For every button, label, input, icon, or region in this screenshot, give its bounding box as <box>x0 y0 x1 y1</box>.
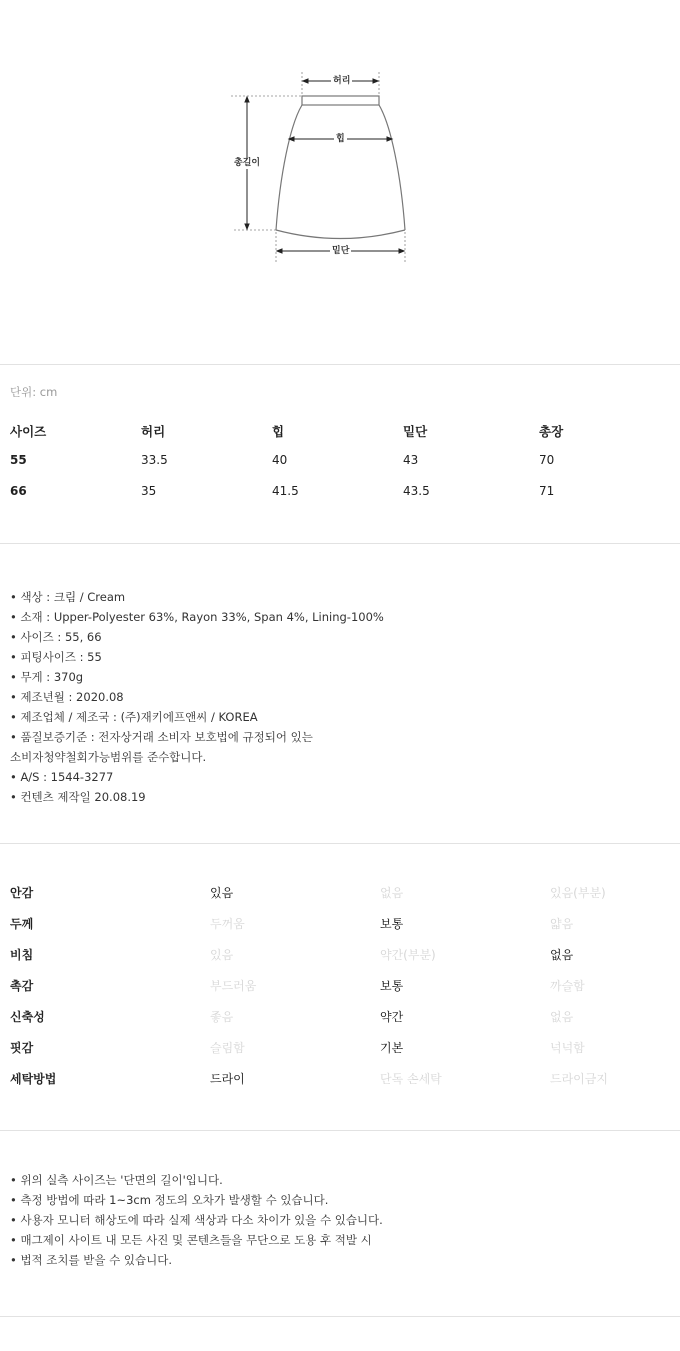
feature-option-selected: 보통 <box>380 979 404 993</box>
info-quality-guarantee-cont: 소비자청약철회가능범위를 준수합니다. <box>10 750 207 764</box>
table-cell: 43 <box>403 453 419 467</box>
size-table <box>10 420 670 513</box>
info-quality-guarantee: • 품질보증기준 : 전자상거래 소비자 보호법에 규정되어 있는 <box>10 730 313 744</box>
table-cell: 35 <box>141 484 157 498</box>
feature-option: 드라이금지 <box>550 1072 608 1086</box>
skirt-measurement-diagram <box>0 0 680 340</box>
feature-label: 핏감 <box>10 1041 34 1055</box>
feature-row <box>10 1068 670 1099</box>
info-fitting-size: • 피팅사이즈 : 55 <box>10 650 102 664</box>
header-hem: 밑단 <box>403 424 428 439</box>
feature-row <box>10 975 670 1006</box>
total-length-label: 총길이 <box>234 158 261 168</box>
feature-option-selected: 없음 <box>550 948 574 962</box>
skirt-outline-illustration <box>0 0 680 340</box>
info-material: • 소재 : Upper-Polyester 63%, Rayon 33%, Span 4%, Lining-100% <box>10 610 384 624</box>
feature-row <box>10 1037 670 1068</box>
feature-label: 촉감 <box>10 979 34 993</box>
table-cell: 40 <box>272 453 288 467</box>
note-item: • 측정 방법에 따라 1~3cm 정도의 오차가 발생할 수 있습니다. <box>10 1193 329 1207</box>
note-item: • 법적 조치를 받을 수 있습니다. <box>10 1253 173 1267</box>
header-hip: 힙 <box>272 424 285 439</box>
feature-option: 얇음 <box>550 917 574 931</box>
feature-label: 비침 <box>10 948 34 962</box>
feature-option-selected: 약간 <box>380 1010 404 1024</box>
table-row <box>10 451 670 482</box>
feature-option: 있음(부분) <box>550 886 606 900</box>
feature-row <box>10 913 670 944</box>
feature-option-selected: 있음 <box>210 886 234 900</box>
table-cell: 66 <box>10 484 27 498</box>
feature-option: 넉넉함 <box>550 1041 585 1055</box>
info-content-date: • 컨텐츠 제작일 20.08.19 <box>10 790 146 804</box>
feature-option: 단독 손세탁 <box>380 1072 442 1086</box>
hem-label: 밑단 <box>332 246 350 256</box>
divider <box>0 543 680 544</box>
table-cell: 43.5 <box>403 484 430 498</box>
feature-label: 세탁방법 <box>10 1072 57 1086</box>
note-item: • 사용자 모니터 해상도에 따라 실제 색상과 다소 차이가 있을 수 있습니다. <box>10 1213 383 1227</box>
feature-option: 부드러움 <box>210 979 257 993</box>
divider <box>0 1316 680 1317</box>
table-cell: 71 <box>539 484 555 498</box>
header-size: 사이즈 <box>10 424 47 439</box>
feature-option: 약간(부분) <box>380 948 436 962</box>
feature-row <box>10 882 670 913</box>
table-cell: 55 <box>10 453 27 467</box>
feature-label: 신축성 <box>10 1010 45 1024</box>
feature-option-selected: 기본 <box>380 1041 404 1055</box>
table-cell: 41.5 <box>272 484 299 498</box>
info-sizes: • 사이즈 : 55, 66 <box>10 630 102 644</box>
info-manufacture-date: • 제조년월 : 2020.08 <box>10 690 124 704</box>
table-row <box>10 482 670 513</box>
feature-row <box>10 944 670 975</box>
header-waist: 허리 <box>141 424 166 439</box>
feature-label: 안감 <box>10 886 34 900</box>
waist-label: 허리 <box>333 76 351 86</box>
feature-option: 있음 <box>210 948 234 962</box>
feature-option-selected: 보통 <box>380 917 404 931</box>
info-weight: • 무게 : 370g <box>10 670 84 684</box>
feature-table <box>10 882 670 1099</box>
notes-list <box>10 1170 670 1270</box>
feature-option: 까슬함 <box>550 979 585 993</box>
feature-option: 좋음 <box>210 1010 234 1024</box>
header-length: 총장 <box>539 424 564 439</box>
info-after-service: • A/S : 1544-3277 <box>10 770 114 784</box>
product-info-list <box>10 587 670 807</box>
feature-option: 두꺼움 <box>210 917 245 931</box>
feature-option: 슬림함 <box>210 1041 245 1055</box>
feature-label: 두께 <box>10 917 34 931</box>
unit-text: 단위: cm <box>10 385 58 399</box>
feature-option-selected: 드라이 <box>210 1072 245 1086</box>
table-cell: 70 <box>539 453 555 467</box>
feature-option: 없음 <box>380 886 404 900</box>
size-table-header <box>10 420 670 451</box>
feature-option: 없음 <box>550 1010 574 1024</box>
divider <box>0 1130 680 1131</box>
divider <box>0 843 680 844</box>
divider <box>0 364 680 365</box>
note-item: • 위의 실측 사이즈는 '단면의 길이'입니다. <box>10 1173 223 1187</box>
info-color: • 색상 : 크림 / Cream <box>10 590 126 604</box>
feature-row <box>10 1006 670 1037</box>
info-manufacturer: • 제조업체 / 제조국 : (주)재키에프앤씨 / KOREA <box>10 710 258 724</box>
table-cell: 33.5 <box>141 453 168 467</box>
note-item: • 매그제이 사이트 내 모든 사진 및 콘텐츠들을 무단으로 도용 후 적발 시 <box>10 1233 372 1247</box>
hip-label: 힙 <box>336 134 345 144</box>
